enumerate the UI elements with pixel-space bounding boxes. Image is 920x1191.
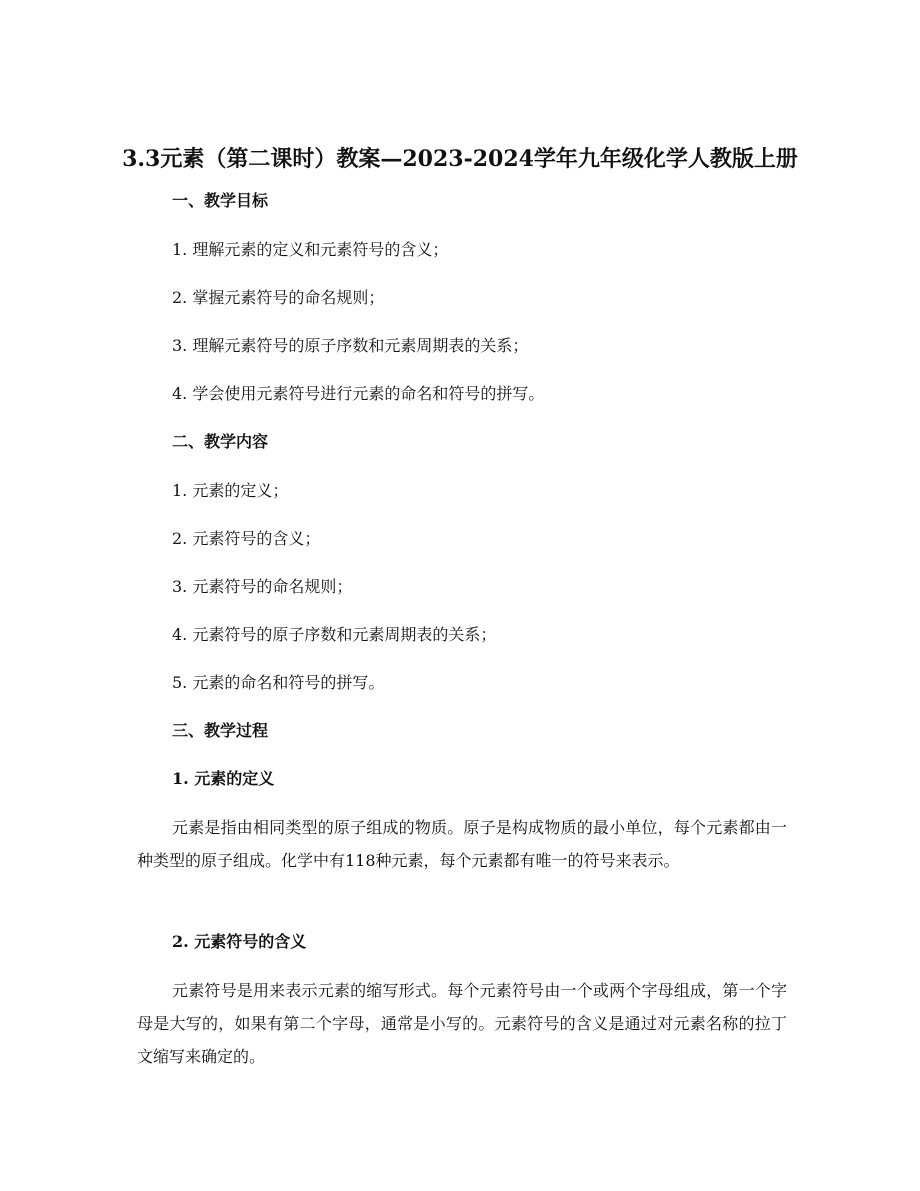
list-item: 4. 学会使用元素符号进行元素的命名和符号的拼写。	[172, 384, 545, 403]
list-item: 4. 元素符号的原子序数和元素周期表的关系；	[172, 625, 497, 644]
document-title: 3.3元素（第二课时）教案—2023-2024学年九年级化学人教版上册	[122, 146, 798, 172]
section-heading-objectives: 一、教学目标	[172, 191, 269, 210]
list-item: 5. 元素的命名和符号的拼写。	[172, 673, 385, 692]
subsection-heading-symbol-meaning: 2. 元素符号的含义	[172, 932, 307, 951]
subsection-heading-definition: 1. 元素的定义	[172, 769, 275, 788]
section-heading-process: 三、教学过程	[172, 721, 269, 740]
list-item: 1. 元素的定义；	[172, 481, 289, 500]
list-item: 2. 掌握元素符号的命名规则；	[172, 288, 385, 307]
list-item: 3. 元素符号的命名规则；	[172, 577, 353, 596]
paragraph-definition: 元素是指由相同类型的原子组成的物质。原子是构成物质的最小单位，每个元素都由一种类型的原子组成。化学中有118种元素，每个元素都有唯一的符号来表示。	[137, 818, 787, 870]
section-heading-content: 二、教学内容	[172, 432, 269, 451]
paragraph-symbol-meaning: 元素符号是用来表示元素的缩写形式。每个元素符号由一个或两个字母组成，第一个字母是大写的，如果有第二个字母，通常是小写的。元素符号的含义是通过对元素名称的拉丁文缩写来确定的。	[137, 981, 787, 1066]
list-item: 2. 元素符号的含义；	[172, 529, 321, 548]
list-item: 1. 理解元素的定义和元素符号的含义；	[172, 240, 449, 259]
list-item: 3. 理解元素符号的原子序数和元素周期表的关系；	[172, 336, 529, 355]
